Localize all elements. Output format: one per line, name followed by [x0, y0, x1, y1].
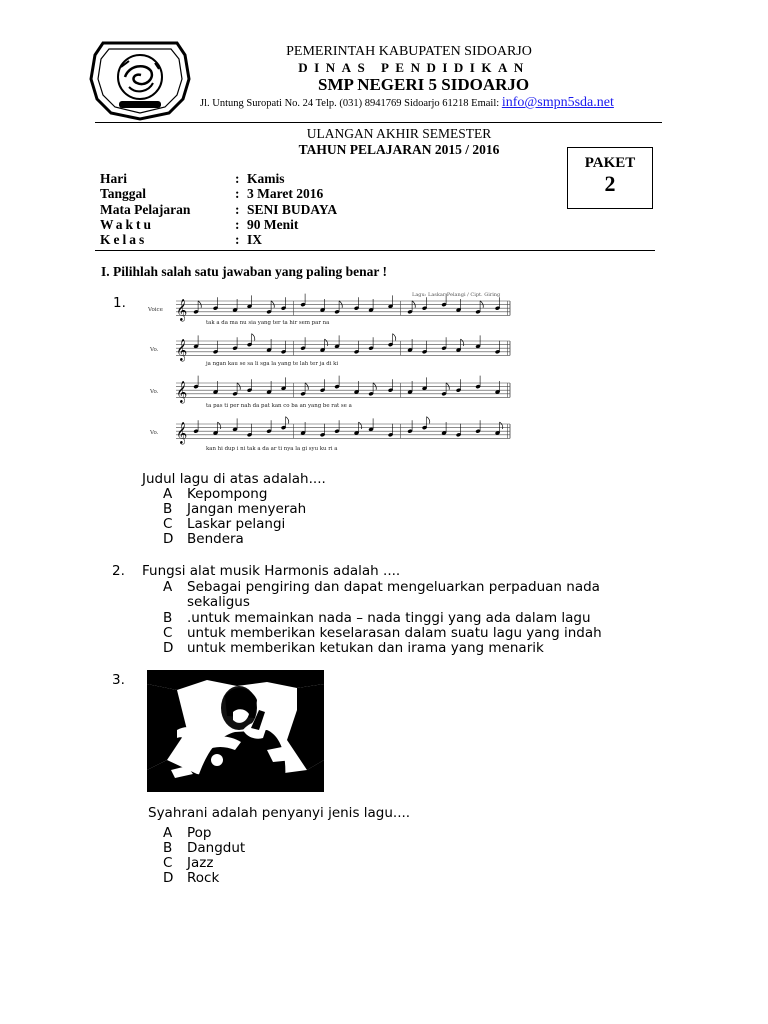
voice-label: Vo.: [150, 430, 159, 436]
note-flag: [427, 417, 430, 424]
note-flag: [218, 422, 221, 429]
section-instruction: I. Pilihlah salah satu jawaban yang paling benar !: [101, 264, 387, 279]
note-flag: [198, 301, 201, 308]
note-flag: [500, 422, 503, 429]
info-row-class: Kelas : IX: [100, 232, 263, 247]
note-flag: [252, 334, 255, 341]
info-row-duration: Waktu : 90 Menit: [100, 217, 299, 232]
info-row-day: Hari : Kamis: [100, 171, 285, 186]
info-label: Waktu: [100, 217, 155, 232]
question-number: 2.: [112, 563, 125, 579]
option-c[interactable]: C Jazz: [163, 855, 214, 871]
info-value: 90 Menit: [247, 217, 299, 232]
note-flag: [359, 422, 362, 429]
note-flag: [305, 383, 308, 390]
voice-label: Voice: [148, 307, 163, 313]
paket-box: [567, 147, 653, 209]
school-address: [200, 95, 614, 111]
treble-clef: 𝄞: [176, 422, 188, 444]
option-b[interactable]: B Dangdut: [163, 840, 246, 856]
singer-photo: [147, 670, 324, 792]
government-name: PEMERINTAH KABUPATEN SIDOARJO: [286, 44, 532, 59]
info-row-date: Tanggal : 3 Maret 2016: [100, 186, 324, 201]
info-label: Mata Pelajaran: [100, 202, 191, 217]
info-label: Kelas: [100, 232, 148, 247]
paket-number: 2: [604, 171, 616, 196]
note-flag: [286, 417, 289, 424]
option-d[interactable]: D Rock: [163, 870, 220, 886]
option-b[interactable]: B Jangan menyerah: [163, 501, 307, 517]
question-text: Syahrani adalah penyanyi jenis lagu....: [148, 805, 411, 821]
info-value: SENI BUDAYA: [247, 202, 338, 217]
note-flag: [325, 339, 328, 346]
option-d[interactable]: D untuk memberikan ketukan dan irama yang menarik: [163, 640, 544, 656]
info-row-subject: Mata Pelajaran : SENI BUDAYA: [100, 202, 338, 217]
voice-label: Vo.: [150, 389, 159, 395]
treble-clef: 𝄞: [176, 339, 188, 361]
treble-clef: 𝄞: [176, 381, 188, 403]
note-flag: [446, 383, 449, 390]
option-a[interactable]: A Sebagai pengiring dan dapat mengeluarkan perpaduan nada: [163, 579, 600, 595]
info-value: IX: [247, 232, 263, 247]
note-flag: [393, 334, 396, 341]
lyric-line: ja ngan kau se sa li sga la yang te lah ter ja di ki: [206, 361, 339, 367]
lyric-line: tak a da ma nu sia yang ter ta hir sem par na: [206, 320, 330, 326]
option-b[interactable]: B .untuk memainkan nada – nada tinggi yang ada dalam lagu: [163, 610, 591, 626]
option-a[interactable]: A Pop: [163, 825, 212, 841]
info-divider: [95, 250, 655, 251]
sheet-music-image: [148, 290, 513, 455]
option-c[interactable]: C untuk memberikan keselarasan dalam suatu lagu yang indah: [163, 625, 602, 641]
option-a[interactable]: A Kepompong: [163, 486, 268, 502]
info-value: 3 Maret 2016: [247, 186, 324, 201]
question-text: Judul lagu di atas adalah....: [142, 471, 326, 487]
note-flag: [412, 301, 415, 308]
lyric-line: kan hi dup i ni tak a da ar ti nya la gi syu ku ri a: [206, 446, 338, 452]
question-text: Fungsi alat musik Harmonis adalah ....: [142, 563, 401, 579]
paket-label: PAKET: [584, 155, 636, 171]
note-flag: [461, 339, 464, 346]
lyric-line: ta pas ti per nah da pat kan co ba an yang be rat se a: [206, 403, 352, 409]
option-d[interactable]: D Bendera: [163, 531, 244, 547]
question-number: 1.: [113, 295, 126, 311]
score-header: Lagu: Laskar Pelangi / Cipt. Giring: [412, 292, 501, 298]
note-flag: [373, 383, 376, 390]
option-c[interactable]: C Laskar pelangi: [163, 516, 286, 532]
info-label: Hari: [100, 171, 127, 186]
exam-title: ULANGAN AKHIR SEMESTER: [306, 126, 492, 141]
address-text: Jl. Untung Suropati No. 24 Telp. (031) 8941769 Sidoarjo 61218 Email:: [200, 98, 500, 109]
info-label: Tanggal: [100, 186, 147, 201]
voice-label: Vo.: [150, 347, 159, 353]
treble-clef: 𝄞: [176, 299, 188, 321]
email-link[interactable]: info@smpn5sda.net: [501, 95, 614, 110]
note-flag: [271, 301, 274, 308]
question-number: 3.: [112, 672, 125, 688]
info-value: Kamis: [247, 171, 285, 186]
header-divider: [95, 122, 662, 123]
school-name: SMP NEGERI 5 SIDOARJO: [318, 75, 530, 94]
exam-year: TAHUN PELAJARAN 2015 / 2016: [298, 142, 500, 157]
note-flag: [237, 383, 240, 390]
note-flag: [339, 301, 342, 308]
note-flag: [480, 301, 483, 308]
department-name: DINAS PENDIDIKAN: [298, 60, 530, 75]
option-a-continued: sekaligus: [187, 594, 250, 610]
